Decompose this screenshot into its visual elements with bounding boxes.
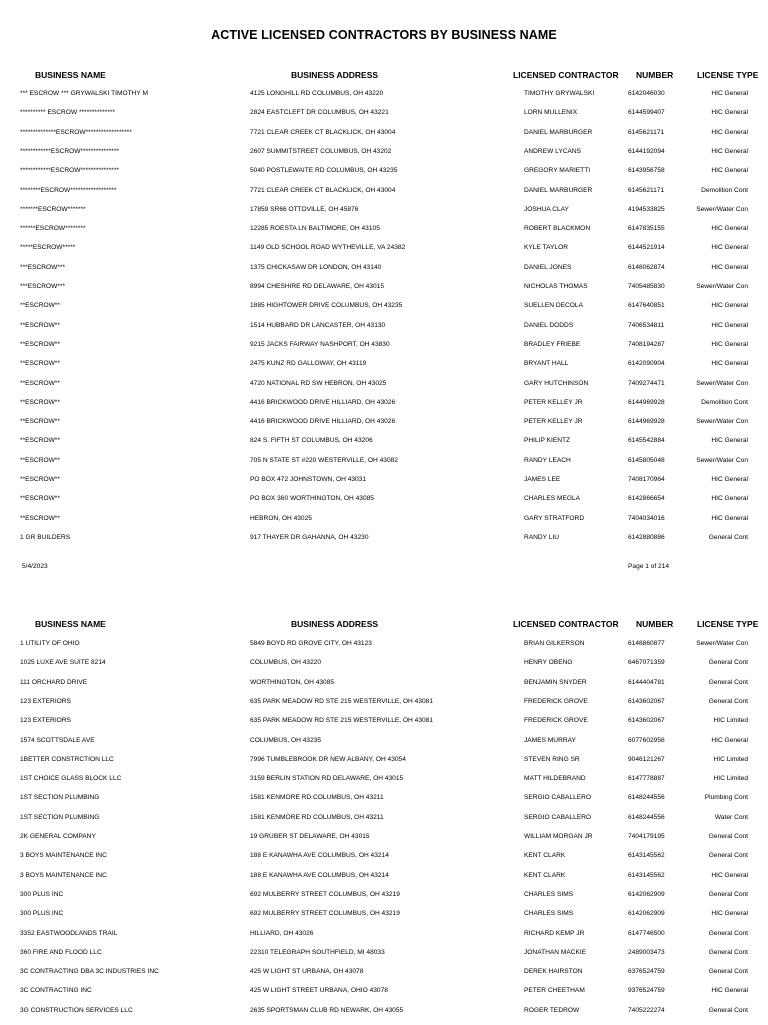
table-row	[0, 224, 768, 243]
licensed-contractor-cell: PETER KELLEY JR	[524, 398, 583, 406]
licensed-contractor-cell: KENT CLARK	[524, 871, 566, 879]
business-address-cell: PO BOX 360 WORTHINGTON, OH 43085	[250, 495, 374, 503]
phone-number-cell: 7405222274	[628, 1006, 665, 1014]
business-address-cell: 7721 CLEAR CREEK CT BLACKLICK, OH 43004	[250, 128, 396, 136]
header-business-name: BUSINESS NAME	[35, 619, 106, 629]
licensed-contractor-cell: FREDERICK GROVE	[524, 717, 588, 725]
table-row	[0, 340, 768, 359]
table-row	[0, 475, 768, 494]
phone-number-cell: 6147746500	[628, 929, 665, 937]
table-row	[0, 321, 768, 340]
table-row	[0, 871, 768, 890]
licensed-contractor-cell: RANDY LIU	[524, 533, 560, 541]
table-row	[0, 851, 768, 870]
business-address-cell: 635 PARK MEADOW RD STE 215 WESTERVILLE, OH 43081	[250, 717, 433, 725]
business-name-cell: 3352 EASTWOODLANDS TRAIL	[20, 929, 118, 937]
licensed-contractor-cell: NICHOLAS THOMAS	[524, 283, 588, 290]
business-address-cell: 8994 CHESHIRE RD DELAWARE, OH 43015	[250, 283, 384, 290]
phone-number-cell: 6147778887	[628, 775, 665, 783]
phone-number-cell: 6144404781	[628, 678, 665, 686]
license-type-cell: General Cont	[708, 948, 748, 956]
license-type-cell: HIC General	[711, 90, 748, 97]
business-name-cell: 1 GR BUILDERS	[20, 533, 71, 541]
phone-number-cell: 7406534811	[628, 321, 665, 329]
phone-number-cell: 6143145562	[628, 852, 665, 860]
business-address-cell: 705 N STATE ST #220 WESTERVILLE, OH 43082	[250, 456, 398, 464]
header-license-type: LICENSE TYPE	[697, 619, 759, 629]
table-row	[0, 716, 768, 735]
business-address-cell: 5849 BOYD RD GROVE CITY, OH 43123	[250, 640, 372, 647]
license-type-cell: HIC General	[711, 514, 748, 522]
licensed-contractor-cell: SERGIO CABALLERO	[524, 813, 592, 821]
business-address-cell: 7996 TUMBLEBROOK DR NEW ALBANY, OH 43054	[250, 755, 406, 763]
license-type-cell: HIC General	[711, 360, 748, 368]
phone-number-cell: 6144192094	[628, 147, 665, 155]
table-row	[0, 147, 768, 166]
table-row	[0, 986, 768, 1005]
table-row	[0, 359, 768, 378]
license-type-cell: HIC General	[711, 871, 748, 879]
license-type-cell: Sewer/Water Con	[696, 283, 748, 290]
business-address-cell: 2475 KUNZ RD GALLOWAY, OH 43119	[250, 360, 367, 368]
licensed-contractor-cell: DANIEL MARBURGER	[524, 128, 593, 136]
licensed-contractor-cell: RICHARD KEMP JR	[524, 929, 585, 937]
business-address-cell: HEBRON, OH 43025	[250, 514, 312, 522]
phone-number-cell: 6144521914	[628, 244, 665, 252]
license-type-cell: HIC General	[711, 302, 748, 310]
license-type-cell: General Cont	[708, 968, 748, 976]
license-type-cell: Demolition Cont	[701, 398, 748, 406]
business-name-cell: 1ST CHOICE GLASS BLOCK LLC	[20, 775, 122, 783]
licensed-contractor-cell: WILLIAM MORGAN JR	[524, 833, 593, 840]
header-licensed-contractor: LICENSED CONTRACTOR	[513, 619, 619, 629]
license-type-cell: General Cont	[708, 929, 748, 937]
phone-number-cell: 6144969928	[628, 418, 665, 426]
phone-number-cell: 6142090904	[628, 360, 665, 368]
business-name-cell: ************ESCROW***************	[20, 147, 119, 155]
table-row	[0, 205, 768, 224]
header-business-name: BUSINESS NAME	[35, 70, 106, 80]
license-type-cell: HIC General	[711, 910, 748, 918]
table-row	[0, 813, 768, 832]
phone-number-cell: 6148244556	[628, 794, 665, 802]
licensed-contractor-cell: PHILIP KIENTZ	[524, 437, 571, 445]
table-row	[0, 793, 768, 812]
business-name-cell: **ESCROW**	[20, 495, 60, 503]
licensed-contractor-cell: BENJAMIN SNYDER	[524, 678, 587, 686]
business-address-cell: 1375 CHICKASAW DR LONDON, OH 43140	[250, 263, 382, 271]
license-type-cell: HIC Limited	[713, 775, 748, 783]
table-row	[0, 909, 768, 928]
business-name-cell: **ESCROW**	[20, 476, 60, 483]
business-address-cell: 1581 KENMORE RD COLUMBUS, OH 43211	[250, 813, 384, 821]
table-row	[0, 128, 768, 147]
business-address-cell: 12285 ROESTA LN BALTIMORE, OH 43105	[250, 225, 380, 233]
licensed-contractor-cell: DANIEL MARBURGER	[524, 186, 593, 194]
business-name-cell: *******ESCROW*******	[20, 205, 86, 213]
licensed-contractor-cell: KENT CLARK	[524, 852, 566, 860]
licensed-contractor-cell: JAMES MURRAY	[524, 736, 576, 744]
table-row	[0, 890, 768, 909]
business-name-cell: 1574 SCOTTSDALE AVE	[20, 736, 95, 744]
table-row	[0, 774, 768, 793]
table-row	[0, 736, 768, 755]
business-address-cell: 188 E KANAWHA AVE COLUMBUS, OH 43214	[250, 852, 389, 860]
business-name-cell: 300 PLUS INC	[20, 910, 64, 918]
business-address-cell: 1149 OLD SCHOOL ROAD WYTHEVILLE, VA 24382	[250, 244, 406, 252]
licensed-contractor-cell: ROBERT BLACKMON	[524, 225, 591, 233]
business-name-cell: *****ESCROW*****	[20, 244, 76, 252]
license-type-cell: HIC General	[711, 340, 748, 348]
licensed-contractor-cell: GREGORY MARIETTI	[524, 167, 591, 175]
licensed-contractor-cell: JOSHUA CLAY	[524, 205, 569, 213]
phone-number-cell: 6145621171	[628, 186, 665, 194]
licensed-contractor-cell: FREDERICK GROVE	[524, 697, 588, 705]
business-name-cell: ******ESCROW********	[20, 225, 86, 233]
business-address-cell: 1581 KENMORE RD COLUMBUS, OH 43211	[250, 794, 384, 802]
business-name-cell: ********ESCROW******************	[20, 186, 117, 194]
license-type-cell: General Cont	[708, 659, 748, 667]
license-type-cell: Sewer/Water Con	[696, 456, 748, 464]
table-row	[0, 658, 768, 677]
table-row	[0, 832, 768, 851]
license-type-cell: General Cont	[708, 697, 748, 705]
license-type-cell: General Cont	[708, 1006, 748, 1014]
business-address-cell: 4720 NATIONAL RD SW HEBRON, OH 43025	[250, 379, 387, 387]
phone-number-cell: 6142062909	[628, 890, 665, 898]
business-name-cell: **ESCROW**	[20, 456, 60, 464]
business-address-cell: 4416 BRICKWOOD DRIVE HILLIARD, OH 43026	[250, 418, 396, 426]
table-row	[0, 967, 768, 986]
header-licensed-contractor: LICENSED CONTRACTOR	[513, 70, 619, 80]
licensed-contractor-cell: CHARLES SIMS	[524, 890, 574, 898]
phone-number-cell: 6144969928	[628, 398, 665, 406]
license-type-cell: HIC General	[711, 476, 748, 483]
business-address-cell: 7721 CLEAR CREEK CT BLACKLICK, OH 43004	[250, 186, 396, 194]
phone-number-cell: 6142046030	[628, 90, 665, 97]
business-address-cell: 2635 SPORTSMAN CLUB RD NEWARK, OH 43055	[250, 1006, 404, 1014]
phone-number-cell: 6147640851	[628, 302, 665, 310]
business-name-cell: 1 UTILITY OF OHIO	[20, 640, 80, 647]
license-type-cell: HIC General	[711, 128, 748, 136]
license-type-cell: HIC General	[711, 263, 748, 271]
licensed-contractor-cell: JONATHAN MACKIE	[524, 948, 587, 956]
license-type-cell: General Cont	[708, 833, 748, 840]
business-address-cell: 824 S. FIFTH ST COLUMBUS, OH 43206	[250, 437, 373, 445]
table-row	[0, 494, 768, 513]
license-type-cell: HIC General	[711, 321, 748, 329]
phone-number-cell: 6145542884	[628, 437, 665, 445]
phone-number-cell: 6143145562	[628, 871, 665, 879]
phone-number-cell: 7404034016	[628, 514, 665, 522]
business-name-cell: 1025 LUXE AVE SUITE 8214	[20, 659, 106, 667]
licensed-contractor-cell: RANDY LEACH	[524, 456, 571, 464]
phone-number-cell: 6147835155	[628, 225, 665, 233]
business-name-cell: 2K GENERAL COMPANY	[20, 833, 96, 840]
table-row	[0, 301, 768, 320]
table-row	[0, 1006, 768, 1025]
business-address-cell: COLUMBUS, OH 43235	[250, 736, 322, 744]
phone-number-cell: 6467071359	[628, 659, 665, 667]
table-row	[0, 456, 768, 475]
business-name-cell: 111 ORCHARD DRIVE	[20, 678, 88, 686]
table-row	[0, 243, 768, 262]
phone-number-cell: 2489003473	[628, 948, 665, 956]
table-row	[0, 108, 768, 127]
phone-number-cell: 6148860877	[628, 640, 665, 647]
phone-number-cell: 6145621171	[628, 128, 665, 136]
phone-number-cell: 6148244556	[628, 813, 665, 821]
license-type-cell: Sewer/Water Con	[696, 418, 748, 426]
header-business-address: BUSINESS ADDRESS	[291, 619, 379, 629]
business-name-cell: ***ESCROW***	[20, 263, 66, 271]
license-type-cell: HIC General	[711, 167, 748, 175]
licensed-contractor-cell: CHARLES MEGLA	[524, 495, 581, 503]
table-row	[0, 379, 768, 398]
business-name-cell: 1BETTER CONSTRCTION LLC	[20, 755, 114, 763]
header-business-address: BUSINESS ADDRESS	[291, 70, 379, 80]
license-type-cell: Sewer/Water Con	[696, 640, 748, 647]
business-address-cell: 692 MULBERRY STREET COLUMBUS, OH 43219	[250, 890, 400, 898]
license-type-cell: Plumbing Cont	[704, 794, 748, 802]
table-row	[0, 514, 768, 533]
business-address-cell: 22310 TELEGRAPH SOUTHFIELD, MI 48033	[250, 948, 385, 956]
phone-number-cell: 6143602067	[628, 717, 665, 725]
table-row	[0, 678, 768, 697]
licensed-contractor-cell: GARY HUTCHINSON	[524, 379, 589, 387]
table-row	[0, 282, 768, 301]
table-row	[0, 263, 768, 282]
phone-number-cell: 7408170964	[628, 476, 665, 483]
business-address-cell: COLUMBUS, OH 43220	[250, 659, 322, 667]
licensed-contractor-cell: LORN MULLENIX	[524, 109, 578, 117]
license-type-cell: General Cont	[708, 533, 748, 541]
business-address-cell: PO BOX 472 JOHNSTOWN, OH 43031	[250, 476, 367, 483]
licensed-contractor-cell: DANIEL JONES	[524, 263, 572, 271]
phone-number-cell: 6376524759	[628, 968, 665, 976]
licensed-contractor-cell: PETER CHEETHAM	[524, 987, 585, 995]
business-name-cell: ************ESCROW***************	[20, 167, 119, 175]
footer-date: 5/4/2023	[22, 563, 48, 570]
phone-number-cell: 6142062909	[628, 910, 665, 918]
business-name-cell: 3G CONSTRUCTION SERVICES LLC	[20, 1006, 133, 1014]
business-address-cell: 19 GRUBER ST DELAWARE, OH 43015	[250, 833, 370, 840]
business-name-cell: 3C CONTRACTING INC	[20, 987, 92, 995]
phone-number-cell: 6142866654	[628, 495, 665, 503]
business-name-cell: 3 BOYS MAINTENANCE INC	[20, 852, 107, 860]
license-type-cell: HIC Limited	[713, 755, 748, 763]
licensed-contractor-cell: DANIEL DODDS	[524, 321, 574, 329]
licensed-contractor-cell: ROGER TEDROW	[524, 1006, 580, 1014]
licensed-contractor-cell: HENRY OBENG	[524, 659, 573, 667]
business-address-cell: 188 E KANAWHA AVE COLUMBUS, OH 43214	[250, 871, 389, 879]
licensed-contractor-cell: GARY STRATFORD	[524, 514, 585, 522]
licensed-contractor-cell: KYLE TAYLOR	[524, 244, 568, 252]
header-license-type: LICENSE TYPE	[697, 70, 759, 80]
business-name-cell: **ESCROW**	[20, 379, 60, 387]
licensed-contractor-cell: JAMES LEE	[524, 476, 561, 483]
phone-number-cell: 4194533825	[628, 205, 665, 213]
licensed-contractor-cell: CHARLES SIMS	[524, 910, 574, 918]
license-type-cell: HIC General	[711, 437, 748, 445]
business-address-cell: 4125 LONGHILL RD COLUMBUS, OH 43220	[250, 90, 384, 97]
business-name-cell: ********** ESCROW **************	[20, 109, 115, 117]
table-row	[0, 436, 768, 455]
page-title: ACTIVE LICENSED CONTRACTORS BY BUSINESS NAME	[211, 28, 557, 42]
phone-number-cell: 6142880886	[628, 533, 665, 541]
business-name-cell: **ESCROW**	[20, 437, 60, 445]
licensed-contractor-cell: MATT HILDEBRAND	[524, 775, 586, 783]
license-type-cell: Sewer/Water Con	[696, 205, 748, 213]
footer-page-number: Page 1 of 214	[628, 563, 670, 570]
license-type-cell: HIC General	[711, 109, 748, 117]
phone-number-cell: 6143602067	[628, 697, 665, 705]
licensed-contractor-cell: STEVEN RING SR	[524, 755, 580, 763]
table-row	[0, 929, 768, 948]
licensed-contractor-cell: PETER KELLEY JR	[524, 418, 583, 426]
table-row	[0, 948, 768, 967]
business-address-cell: 2824 EASTCLEFT DR COLUMBUS, OH 43221	[250, 109, 389, 117]
license-type-cell: General Cont	[708, 890, 748, 898]
business-name-cell: 3C CONTRACTING DBA 3C INDUSTRIES INC	[20, 968, 159, 976]
licensed-contractor-cell: DEREK HAIRSTON	[524, 968, 583, 976]
phone-number-cell: 9376524759	[628, 987, 665, 995]
table-row	[0, 166, 768, 185]
license-type-cell: HIC General	[711, 495, 748, 503]
license-type-cell: General Cont	[708, 852, 748, 860]
business-address-cell: 635 PARK MEADOW RD STE 215 WESTERVILLE, OH 43081	[250, 697, 433, 705]
business-name-cell: **ESCROW**	[20, 340, 60, 348]
business-address-cell: 692 MULBERRY STREET COLUMBUS, OH 43219	[250, 910, 400, 918]
header-number: NUMBER	[636, 619, 674, 629]
licensed-contractor-cell: ANDREW LYCANS	[524, 147, 582, 155]
business-name-cell: **ESCROW**	[20, 321, 60, 329]
phone-number-cell: 7404179195	[628, 833, 665, 840]
business-name-cell: 1ST SECTION PLUMBING	[20, 794, 100, 802]
license-type-cell: Water Cont	[714, 813, 748, 821]
license-type-cell: HIC General	[711, 987, 748, 995]
business-address-cell: 425 W LIGHT STREET URBANA, OHIO 43078	[250, 987, 388, 995]
table-row	[0, 186, 768, 205]
business-name-cell: 123 EXTERIORS	[20, 697, 71, 705]
business-name-cell: 1ST SECTION PLUMBING	[20, 813, 100, 821]
license-type-cell: HIC General	[711, 244, 748, 252]
business-name-cell: **ESCROW**	[20, 360, 60, 368]
business-address-cell: 1885 HIGHTOWER DRIVE COLUMBUS, OH 43235	[250, 302, 403, 310]
table-row	[0, 417, 768, 436]
business-name-cell: ***ESCROW***	[20, 283, 66, 290]
business-address-cell: 9215 JACKS FAIRWAY NASHPORT, OH 43830	[250, 340, 390, 348]
business-address-cell: 2607 SUMMITSTREET COLUMBUS, OH 43202	[250, 147, 392, 155]
phone-number-cell: 6145805048	[628, 456, 665, 464]
license-type-cell: General Cont	[708, 678, 748, 686]
business-address-cell: 425 W LIGHT ST URBANA, OH 43078	[250, 968, 364, 976]
licensed-contractor-cell: SERGIO CABALLERO	[524, 794, 592, 802]
phone-number-cell: 6143956758	[628, 167, 665, 175]
business-name-cell: **************ESCROW******************	[20, 128, 132, 136]
business-name-cell: 3 BOYS MAINTENANCE INC	[20, 871, 107, 879]
business-name-cell: 123 EXTERIORS	[20, 717, 71, 725]
business-address-cell: WORTHINGTON, OH 43085	[250, 678, 335, 686]
business-name-cell: **ESCROW**	[20, 398, 60, 406]
business-address-cell: 4416 BRICKWOOD DRIVE HILLIARD, OH 43026	[250, 398, 396, 406]
license-type-cell: HIC General	[711, 736, 748, 744]
license-type-cell: HIC General	[711, 225, 748, 233]
table-row	[0, 755, 768, 774]
phone-number-cell: 6077602956	[628, 736, 665, 744]
header-number: NUMBER	[636, 70, 674, 80]
licensed-contractor-cell: BRIAN GILKERSON	[524, 640, 585, 647]
license-type-cell: HIC Limited	[713, 717, 748, 725]
business-name-cell: 300 PLUS INC	[20, 890, 64, 898]
phone-number-cell: 7408194287	[628, 340, 665, 348]
phone-number-cell: 9046121267	[628, 755, 665, 763]
phone-number-cell: 7405485830	[628, 283, 665, 290]
business-address-cell: 3159 BERLIN STATION RD DELAWARE, OH 43015	[250, 775, 404, 783]
business-address-cell: 5040 POSTLEWAITE RD COLUMBUS, OH 43235	[250, 167, 398, 175]
business-name-cell: **ESCROW**	[20, 514, 60, 522]
table-row	[0, 398, 768, 417]
business-name-cell: 360 FIRE AND FLOOD LLC	[20, 948, 102, 956]
license-type-cell: HIC General	[711, 147, 748, 155]
licensed-contractor-cell: SUELLEN DECOLA	[524, 302, 583, 310]
business-name-cell: *** ESCROW *** GRYWALSKI TIMOTHY M	[20, 90, 148, 97]
business-name-cell: **ESCROW**	[20, 418, 60, 426]
licensed-contractor-cell: TIMOTHY GRYWALSKI	[524, 90, 595, 97]
phone-number-cell: 7409274471	[628, 379, 665, 387]
business-address-cell: 1514 HUBBARD DR LANCASTER, OH 43130	[250, 321, 386, 329]
business-address-cell: 17859 SR66 OTTOVILLE, OH 45876	[250, 205, 359, 213]
licensed-contractor-cell: BRADLEY FRIEBE	[524, 340, 581, 348]
license-type-cell: Sewer/Water Con	[696, 379, 748, 387]
table-row	[0, 639, 768, 658]
table-row	[0, 533, 768, 552]
business-name-cell: **ESCROW**	[20, 302, 60, 310]
table-row	[0, 89, 768, 108]
table-row	[0, 697, 768, 716]
licensed-contractor-cell: BRYANT HALL	[524, 360, 569, 368]
business-address-cell: HILLIARD, OH 43026	[250, 929, 314, 937]
phone-number-cell: 6144599407	[628, 109, 665, 117]
license-type-cell: Demolition Cont	[701, 186, 748, 194]
business-address-cell: 917 THAYER DR GAHANNA, OH 43230	[250, 533, 369, 541]
phone-number-cell: 6148062874	[628, 263, 665, 271]
